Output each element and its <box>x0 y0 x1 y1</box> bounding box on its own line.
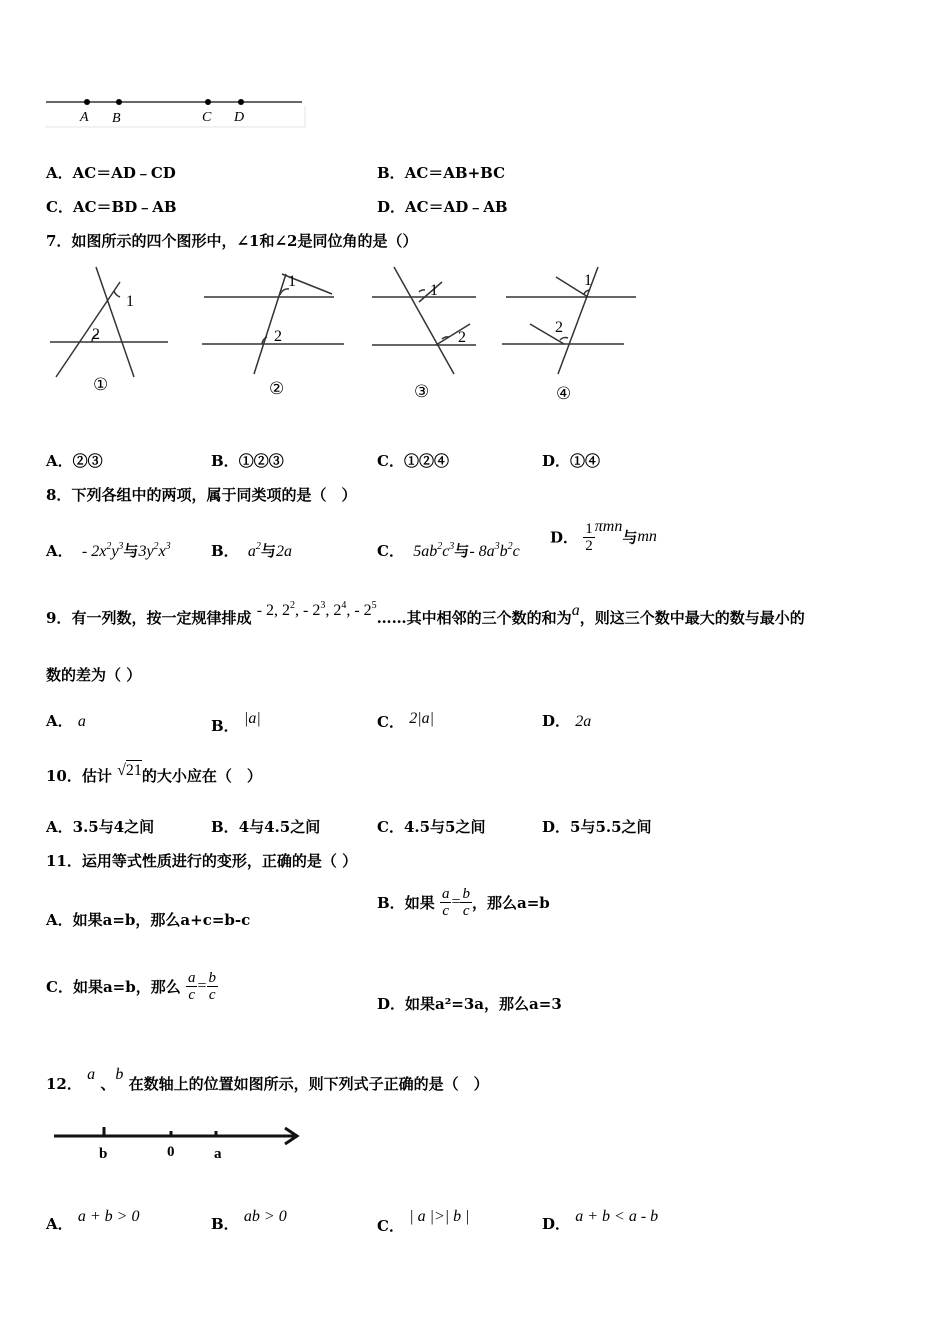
q11-option-a[interactable]: A．如果a=b，那么a+c=b-c <box>46 911 251 929</box>
fraction-b-over-c: $\frac{b}{c}$ <box>208 970 216 1003</box>
q9-option-a[interactable]: A． a <box>46 712 86 730</box>
q12-option-c[interactable]: C． | a |>| b | <box>377 1208 470 1235</box>
point-label-d: D <box>234 110 245 125</box>
axis-label-a: a <box>214 1146 222 1162</box>
q8-option-d[interactable]: D． $\frac{1}{2}$ πmn与mn <box>550 518 657 554</box>
q7-option-d[interactable]: D．①④ <box>542 452 601 470</box>
fig3-angle-2: 2 <box>458 329 466 346</box>
point-label-b: B <box>112 111 121 126</box>
fig2-caption: ② <box>269 379 285 398</box>
fig4-angle-2: 2 <box>555 319 563 336</box>
q7-option-b[interactable]: B．①②③ <box>211 452 284 470</box>
q9-stem-line2: 数的差为（ ） <box>46 666 142 684</box>
q12-option-a[interactable]: A． a + b > 0 <box>46 1208 140 1233</box>
q11-option-c[interactable]: C．如果a=b，那么 $\frac{a}{c}$ = $\frac{b}{c}$ <box>46 970 216 1003</box>
fig3-angle-1: 1 <box>430 282 438 299</box>
q9-stem-line1: 9．有一列数，按一定规律排成 - 2, $2^2$, - $2^3$, $2^4$, - $2^5\dots\dots$其中相邻的三个数的和为a，则这三个数中最大的数与最小的 <box>46 600 805 627</box>
fraction-a-over-c: $\frac{a}{c}$ <box>441 886 450 919</box>
q8-option-c[interactable]: C． $5ab^2c^3$与- $8a^3b^2c$ <box>377 541 520 560</box>
q12-number-line <box>50 1122 310 1164</box>
q7-option-a[interactable]: A．②③ <box>46 452 103 470</box>
fig3-caption: ③ <box>414 382 430 401</box>
q12-option-b[interactable]: B． ab > 0 <box>211 1208 287 1233</box>
q10-stem: 10．估计 √21的大小应在（ ） <box>46 762 262 785</box>
q8-option-b[interactable]: B． $a^2$与2a <box>211 541 292 560</box>
point-label-a: A <box>80 110 89 125</box>
q10-option-b[interactable]: B．4与4.5之间 <box>211 818 321 836</box>
q10-option-a[interactable]: A．3.5与4之间 <box>46 818 155 836</box>
q6-option-c[interactable]: C．AC＝BD﹣AB <box>46 198 177 216</box>
fig2-angle-2: 2 <box>274 328 282 345</box>
q8-option-a[interactable]: A． - $2x^2y^3$与$3y^2x^3$ <box>46 541 171 560</box>
axis-label-b: b <box>99 1146 108 1162</box>
fraction-a-over-c: $\frac{a}{c}$ <box>187 970 196 1003</box>
q7-option-c[interactable]: C．①②④ <box>377 452 449 470</box>
q11-stem: 11．运用等式性质进行的变形，正确的是（ ） <box>46 852 358 870</box>
q9-option-c[interactable]: C． 2|a| <box>377 710 434 731</box>
fig1-angle-2: 2 <box>92 326 100 343</box>
fig1-angle-1: 1 <box>126 293 134 310</box>
q10-option-d[interactable]: D．5与5.5之间 <box>542 818 652 836</box>
point-label-c: C <box>202 110 212 125</box>
q6-option-d[interactable]: D．AC＝AD﹣AB <box>377 198 508 216</box>
q7-figures <box>44 262 644 407</box>
q6-option-b[interactable]: B．AC＝AB+BC <box>377 164 506 182</box>
q11-option-d[interactable]: D．如果a²=3a，那么a=3 <box>377 995 562 1013</box>
q9-option-b[interactable]: B． |a| <box>211 710 261 735</box>
fraction-b-over-c: $\frac{b}{c}$ <box>462 886 470 919</box>
fig1-caption: ① <box>93 375 109 394</box>
sqrt-21: √21 <box>117 762 142 779</box>
q10-option-c[interactable]: C．4.5与5之间 <box>377 818 486 836</box>
q12-option-d[interactable]: D． a + b < a - b <box>542 1208 659 1233</box>
q11-option-b[interactable]: B．如果 $\frac{a}{c}$ = $\frac{b}{c}$ ，那么a=b <box>377 886 550 919</box>
fig2-angle-1: 1 <box>288 273 296 290</box>
q9-option-d[interactable]: D． 2a <box>542 712 592 730</box>
q6-option-a[interactable]: A．AC＝AD﹣CD <box>46 164 176 182</box>
axis-label-0: 0 <box>167 1144 175 1160</box>
fig4-caption: ④ <box>556 384 572 403</box>
q8-stem: 8．下列各组中的两项，属于同类项的是（ ） <box>46 486 357 504</box>
q12-stem: 12． a 、b 在数轴上的位置如图所示，则下列式子正确的是（ ） <box>46 1066 489 1093</box>
q6-line-figure <box>44 92 308 128</box>
fig4-angle-1: 1 <box>584 272 592 289</box>
q7-stem: 7．如图所示的四个图形中，∠1和∠2是同位角的是（） <box>46 232 418 250</box>
